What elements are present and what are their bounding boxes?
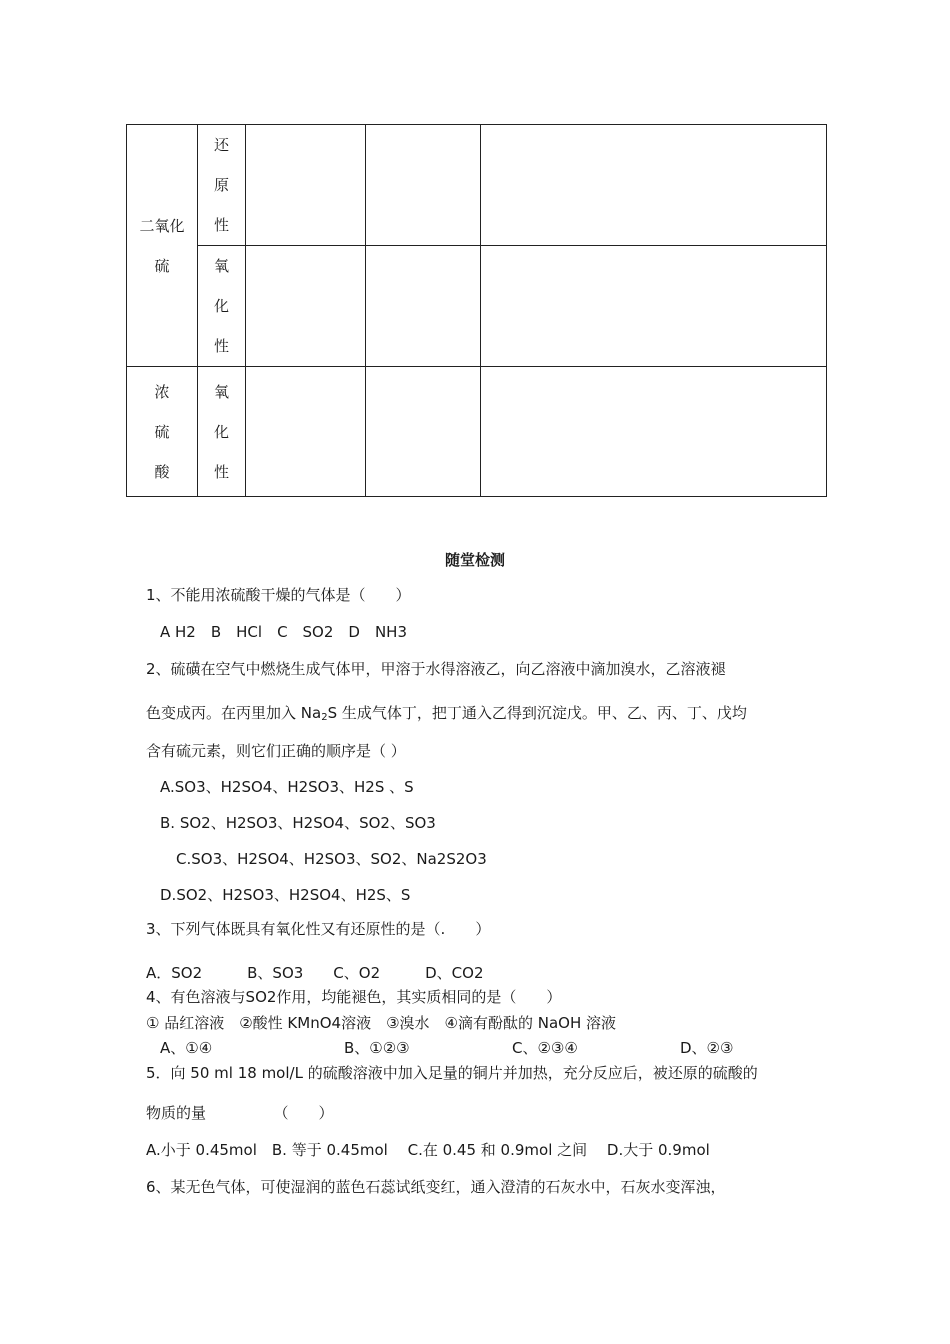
question-4-stem: 4、有色溶液与SO2作用，均能褪色，其实质相同的是（ ） — [146, 988, 562, 1006]
question-2-option-c: C.SO3、H2SO4、H2SO3、SO2、Na2S2O3 — [176, 850, 487, 868]
blank-cell — [481, 367, 827, 497]
property-cell-oxidizing: 氧 化 性 — [198, 367, 246, 497]
question-2-line: 色变成丙。在丙里加入 $Na_2S$ 生成气体丁，把丁通入乙得到沉淀戊。甲、乙、丙、丁、戊均 — [146, 704, 747, 723]
question-2-option-a: A.SO3、H2SO4、H2SO3、H2S 、S — [160, 778, 414, 796]
question-4-option-a: A、①④ — [160, 1039, 213, 1057]
question-6-line: 6、某无色气体，可使湿润的蓝色石蕊试纸变红，通入澄清的石灰水中，石灰水变浑浊， — [146, 1178, 726, 1196]
blank-cell — [481, 246, 827, 367]
blank-cell — [246, 125, 366, 246]
question-5-line: 物质的量 （ ） — [146, 1104, 334, 1122]
blank-cell — [366, 246, 481, 367]
question-3-stem: 3、下列气体既具有氧化性又有还原性的是（. ） — [146, 920, 491, 938]
question-2-option-b: B. SO2、H2SO3、H2SO4、SO2、SO3 — [160, 814, 436, 832]
question-5-options: A.小于 0.45mol B. 等于 0.45mol C.在 0.45 和 0.9mol 之间 D.大于 0.9mol — [146, 1141, 710, 1159]
properties-table — [126, 124, 827, 497]
blank-cell — [246, 246, 366, 367]
question-5-line: 5．向 50 ml 18 mol/L 的硫酸溶液中加入足量的铜片并加热，充分反应后，被还原的硫酸的 — [146, 1064, 758, 1082]
property-cell-oxidizing: 氧 化 性 — [198, 246, 246, 367]
question-2-option-d: D.SO2、H2SO3、H2SO4、H2S、S — [160, 886, 411, 904]
table-row — [127, 246, 827, 367]
category-cell-conc-sulfuric-acid: 浓 硫 酸 — [127, 367, 198, 497]
question-4-option-d: D、②③ — [680, 1039, 734, 1057]
blank-cell — [246, 367, 366, 497]
section-title: 随堂检测 — [444, 551, 505, 569]
question-4-option-c: C、②③④ — [512, 1039, 578, 1057]
question-1-stem: 1、不能用浓硫酸干燥的气体是（ ） — [146, 586, 411, 604]
table-row — [127, 367, 827, 497]
question-3-options: A．SO2 B、SO3 C、O2 D、CO2 — [146, 964, 484, 982]
question-4-items: ① 品红溶液 ②酸性 KMnO4溶液 ③溴水 ④滴有酚酞的 NaOH 溶液 — [146, 1014, 616, 1032]
property-cell-reducing: 还 原 性 — [198, 125, 246, 246]
question-4-option-b: B、①②③ — [344, 1039, 410, 1057]
question-1-options: A H2 B HCl C SO2 D NH3 — [160, 623, 408, 641]
category-cell-sulfur-dioxide: 二氧化 硫 — [127, 125, 198, 367]
blank-cell — [481, 125, 827, 246]
question-2-line: 含有硫元素，则它们正确的顺序是（ ） — [146, 742, 406, 760]
table-row — [127, 125, 827, 246]
blank-cell — [366, 125, 481, 246]
question-2-line: 2、硫磺在空气中燃烧生成气体甲，甲溶于水得溶液乙，向乙溶液中滴加溴水，乙溶液褪 — [146, 660, 726, 678]
blank-cell — [366, 367, 481, 497]
